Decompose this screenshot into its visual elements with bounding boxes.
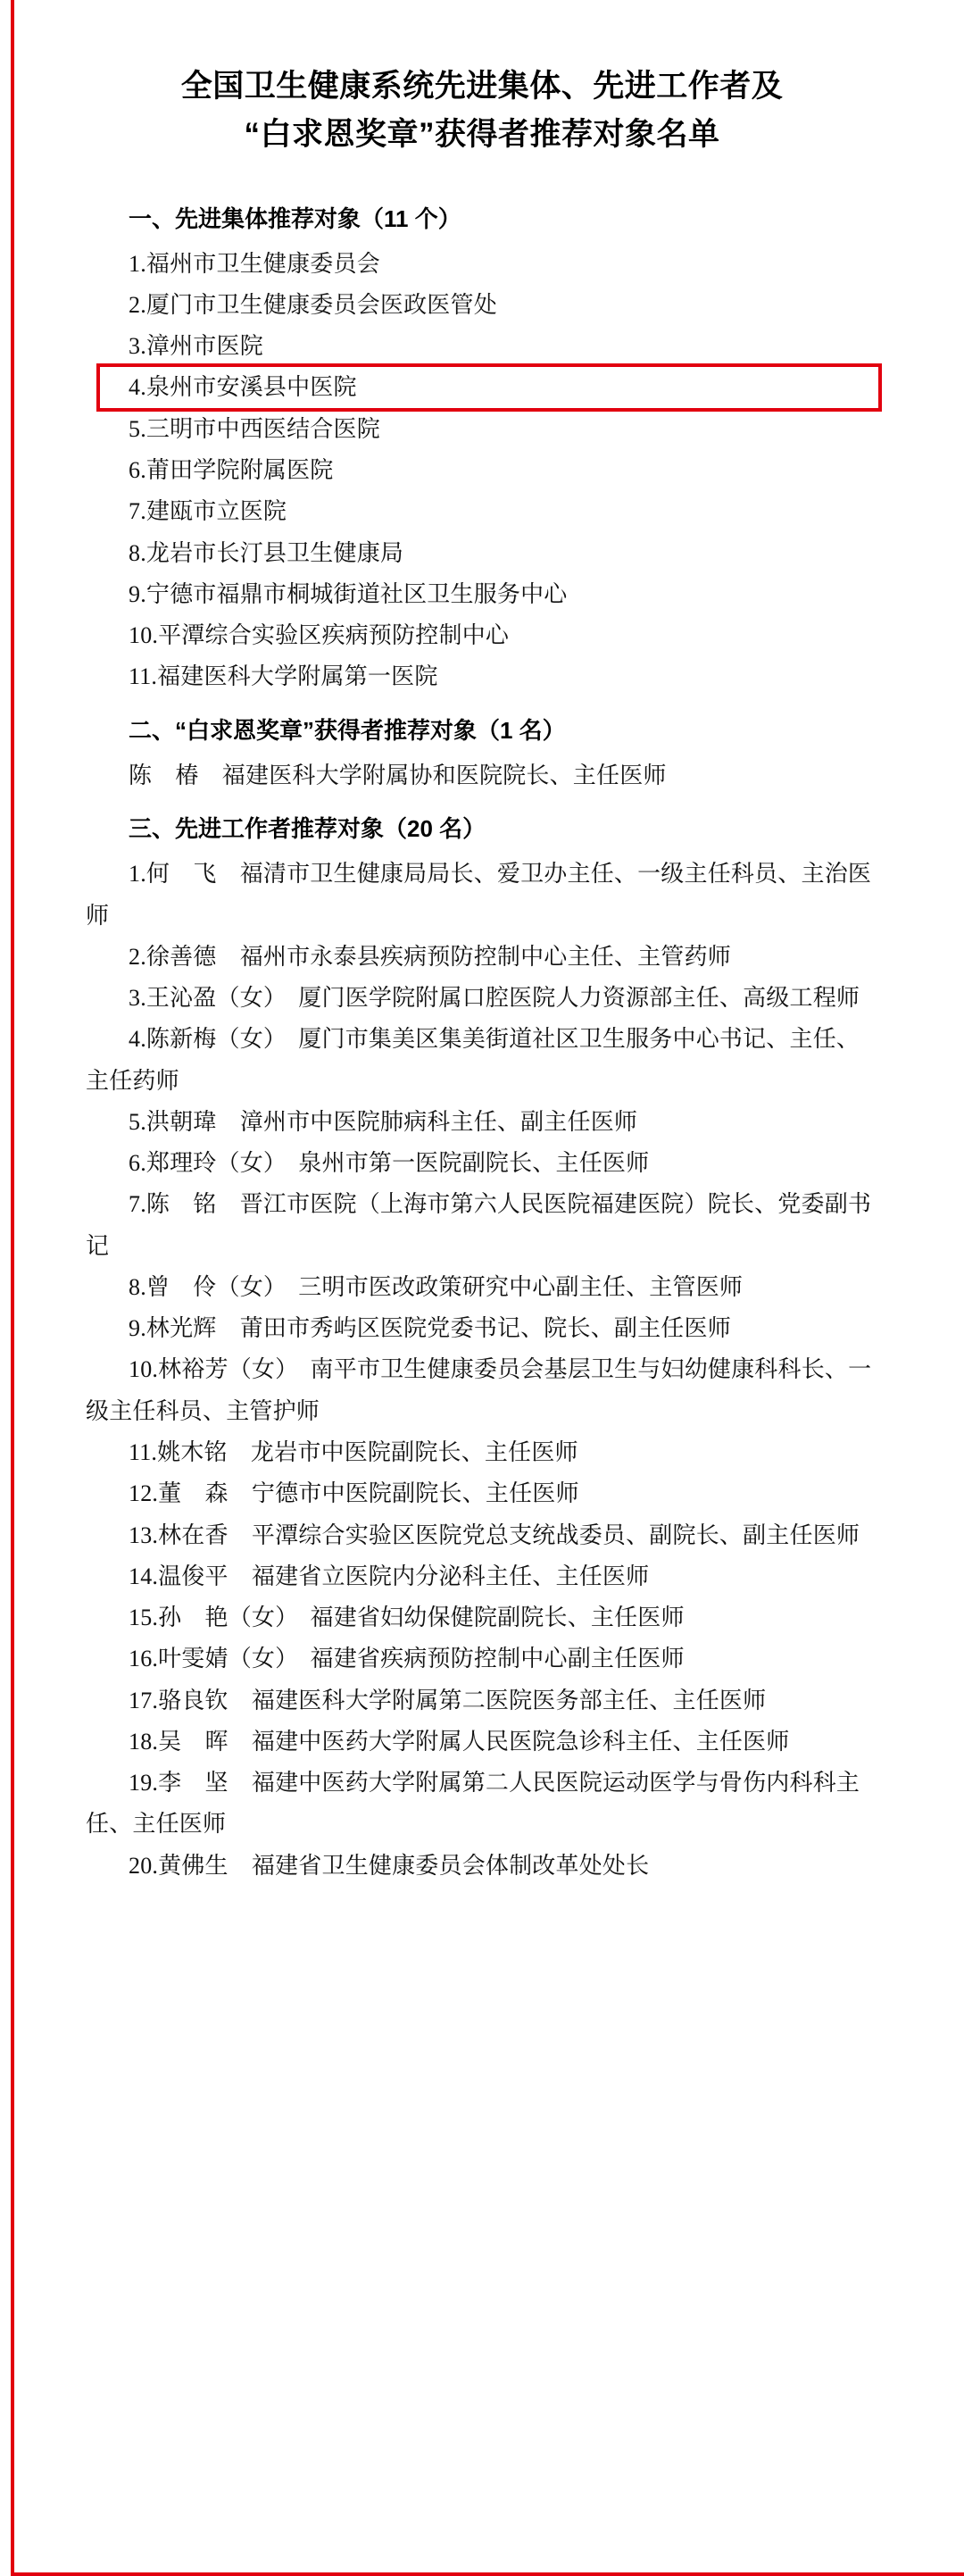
page-title-line-2: “白求恩奖章”获得者推荐对象名单: [244, 117, 720, 153]
section-advanced-workers: [86, 809, 878, 1887]
list-item: 19.李 坚 福建中医药大学附属第二人民医院运动医学与骨伤内科科主任、主任医师: [86, 1770, 860, 1838]
list-item: 16.叶雯婧（女） 福建省疾病预防控制中心副主任医师: [129, 1646, 685, 1672]
page-title: [86, 63, 878, 160]
section-advanced-collectives: [86, 199, 878, 698]
list-item: 11.姚木铭 龙岩市中医院副院长、主任医师: [129, 1438, 578, 1465]
list-item: 5.三明市中西医结合医院: [129, 415, 380, 442]
list-item: 14.温俊平 福建省立医院内分泌科主任、主任医师: [129, 1563, 650, 1589]
list-item: 15.孙 艳（女） 福建省妇幼保健院副院长、主任医师: [129, 1605, 685, 1631]
page-title-line-1: 全国卫生健康系统先进集体、先进工作者及: [180, 69, 784, 104]
list-item: 8.龙岩市长汀县卫生健康局: [129, 539, 404, 566]
highlight-box-collective-4: [86, 367, 878, 408]
section-heading: 三、先进工作者推荐对象（20 名）: [129, 815, 486, 843]
list-item: 陈 椿 福建医科大学附属协和医院院长、主任医师: [129, 762, 667, 788]
section-bethune-medal: [86, 711, 878, 796]
list-item: 6.郑理玲（女） 泉州市第一医院副院长、主任医师: [129, 1150, 650, 1177]
list-item: 4.陈新梅（女） 厦门市集美区集美街道社区卫生服务中心书记、主任、主任药师: [86, 1026, 860, 1094]
list-item: 9.宁德市福鼎市桐城街道社区卫生服务中心: [129, 580, 568, 607]
list-item: 4.泉州市安溪县中医院: [129, 374, 357, 401]
list-item: 10.平潭综合实验区疾病预防控制中心: [129, 622, 510, 649]
section-heading: 一、先进集体推荐对象（11 个）: [129, 204, 461, 232]
list-item: 8.曾 伶（女） 三明市医改政策研究中心副主任、主管医师: [129, 1273, 744, 1300]
list-item: 13.林在香 平潭综合实验区医院党总支统战委员、副院长、副主任医师: [129, 1521, 860, 1548]
list-item: 5.洪朝瑋 漳州市中医院肺病科主任、副主任医师: [129, 1108, 638, 1135]
list-item: 18.吴 晖 福建中医药大学附属人民医院急诊科主任、主任医师: [129, 1728, 790, 1755]
list-item: 11.福建医科大学附属第一医院: [129, 663, 438, 690]
list-item: 1.福州市卫生健康委员会: [129, 250, 380, 277]
list-item: 12.董 森 宁德市中医院副院长、主任医师: [129, 1480, 579, 1507]
list-item: 1.何 飞 福清市卫生健康局局长、爱卫办主任、一级主任科员、主治医师: [86, 861, 872, 929]
highlight-box-workers-6-7: [86, 1143, 878, 1267]
list-item: 20.黄佛生 福建省卫生健康委员会体制改革处处长: [129, 1852, 650, 1879]
section-heading: 二、“白求恩奖章”获得者推荐对象（1 名）: [129, 716, 566, 744]
list-item: 9.林光辉 莆田市秀屿区医院党委书记、院长、副主任医师: [129, 1315, 731, 1342]
list-item: 7.建瓯市立医院: [129, 498, 287, 525]
list-item: 2.徐善德 福州市永泰县疾病预防控制中心主任、主管药师: [129, 943, 731, 970]
list-item: 17.骆良钦 福建医科大学附属第二医院医务部主任、主任医师: [129, 1687, 767, 1713]
list-item: 7.陈 铭 晋江市医院（上海市第六人民医院福建医院）院长、党委副书记: [86, 1191, 872, 1259]
list-item: 6.莆田学院附属医院: [129, 457, 334, 484]
list-item: 2.厦门市卫生健康委员会医政医管处: [129, 291, 497, 318]
list-item: 3.漳州市医院: [129, 333, 263, 360]
list-item: 3.王沁盈（女） 厦门医学院附属口腔医院人力资源部主任、高级工程师: [129, 985, 860, 1012]
list-item: 10.林裕芳（女） 南平市卫生健康委员会基层卫生与妇幼健康科科长、一级主任科员、主管护师: [86, 1356, 872, 1424]
